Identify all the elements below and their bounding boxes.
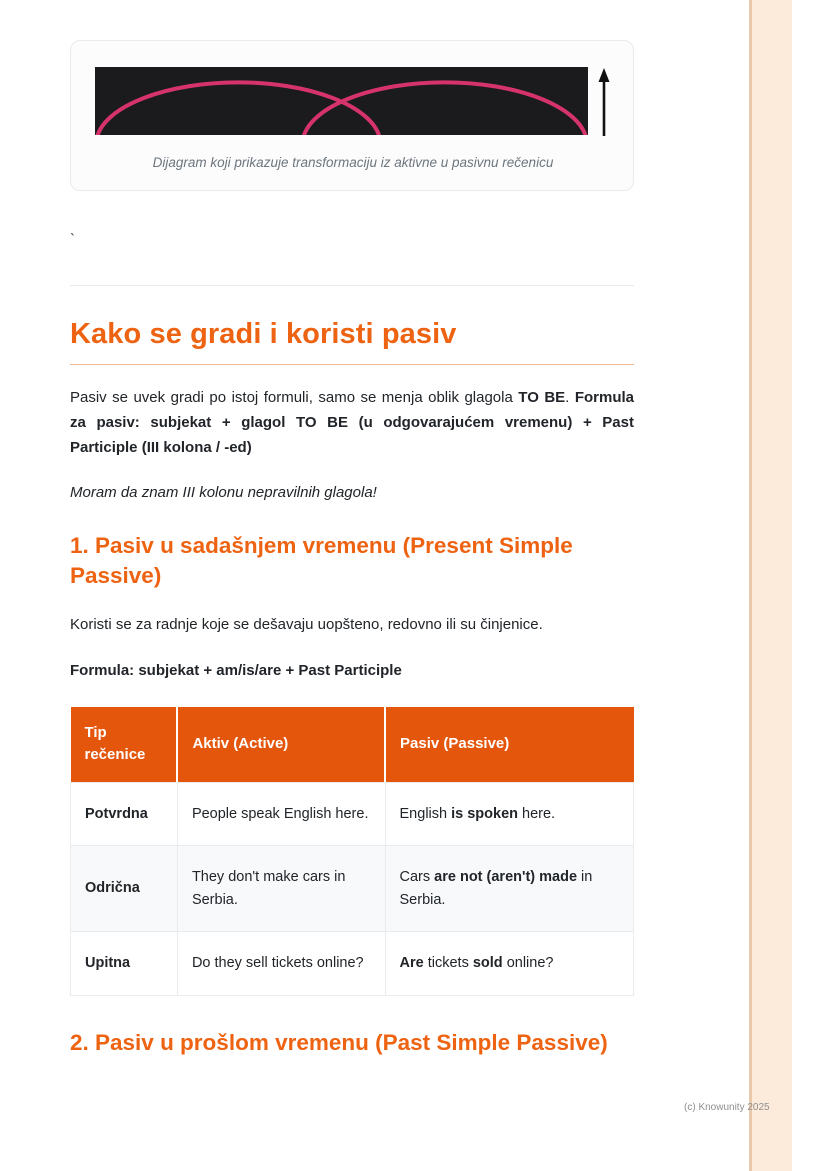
section-divider: [70, 285, 634, 286]
figure-card: [70, 40, 634, 191]
table-header-row: [71, 707, 634, 783]
diagram-image: [95, 67, 588, 135]
cell-sentence-type: Potvrdna: [71, 782, 178, 845]
passive-transformation-arcs: [95, 67, 588, 135]
figure-caption: Dijagram koji prikazuje transformaciju iz aktivne u pasivnu rečenicu: [152, 155, 554, 170]
section-title-past-simple: 2. Pasiv u prošlom vremenu (Past Simple Passive): [70, 1029, 608, 1055]
note-italic: Moram da znam III kolonu nepravilnih glagola!: [70, 484, 377, 502]
passive-voice-table: [70, 707, 634, 996]
document-content: [70, 0, 634, 1057]
cell-active-example: They don't make cars in Serbia.: [177, 846, 385, 932]
table-row: [71, 846, 634, 932]
table-row: [71, 932, 634, 995]
cell-sentence-type: Upitna: [71, 932, 178, 995]
stray-character: `: [70, 231, 75, 248]
figure-row: [95, 67, 611, 137]
present-formula: Formula: subjekat + am/is/are + Past Participle: [70, 661, 402, 679]
footer-credit: (c) Knowunity 2025: [684, 1102, 770, 1113]
cell-passive-example: Cars are not (aren't) made in Serbia.: [385, 846, 633, 932]
page-edge-strip: [749, 0, 792, 1171]
present-usage-paragraph: Koristi se za radnje koje se dešavaju uopšteno, redovno ili su činjenice.: [70, 615, 543, 633]
title-underline: [70, 364, 634, 365]
page-title: Kako se gradi i koristi pasiv: [70, 318, 457, 350]
table-header-passive: Pasiv (Passive): [385, 707, 633, 783]
cell-active-example: People speak English here.: [177, 782, 385, 845]
section-title-present-simple: 1. Pasiv u sadašnjem vremenu (Present Simple Passive): [70, 533, 573, 588]
table-header-active: Aktiv (Active): [177, 707, 385, 783]
table-header-type: Tip rečenice: [71, 707, 178, 783]
cell-active-example: Do they sell tickets online?: [177, 932, 385, 995]
table-row: [71, 782, 634, 845]
cell-passive-example: Are tickets sold online?: [385, 932, 633, 995]
cell-sentence-type: Odrična: [71, 846, 178, 932]
intro-paragraph: Pasiv se uvek gradi po istoj formuli, samo se menja oblik glagola TO BE. Formula za pasiv: subjekat + glagol TO BE (u odgovarajućem vremenu) + Past Participle (III kolona / -ed): [70, 389, 634, 457]
cell-passive-example: English is spoken here.: [385, 782, 633, 845]
up-arrow-icon: [597, 67, 611, 137]
